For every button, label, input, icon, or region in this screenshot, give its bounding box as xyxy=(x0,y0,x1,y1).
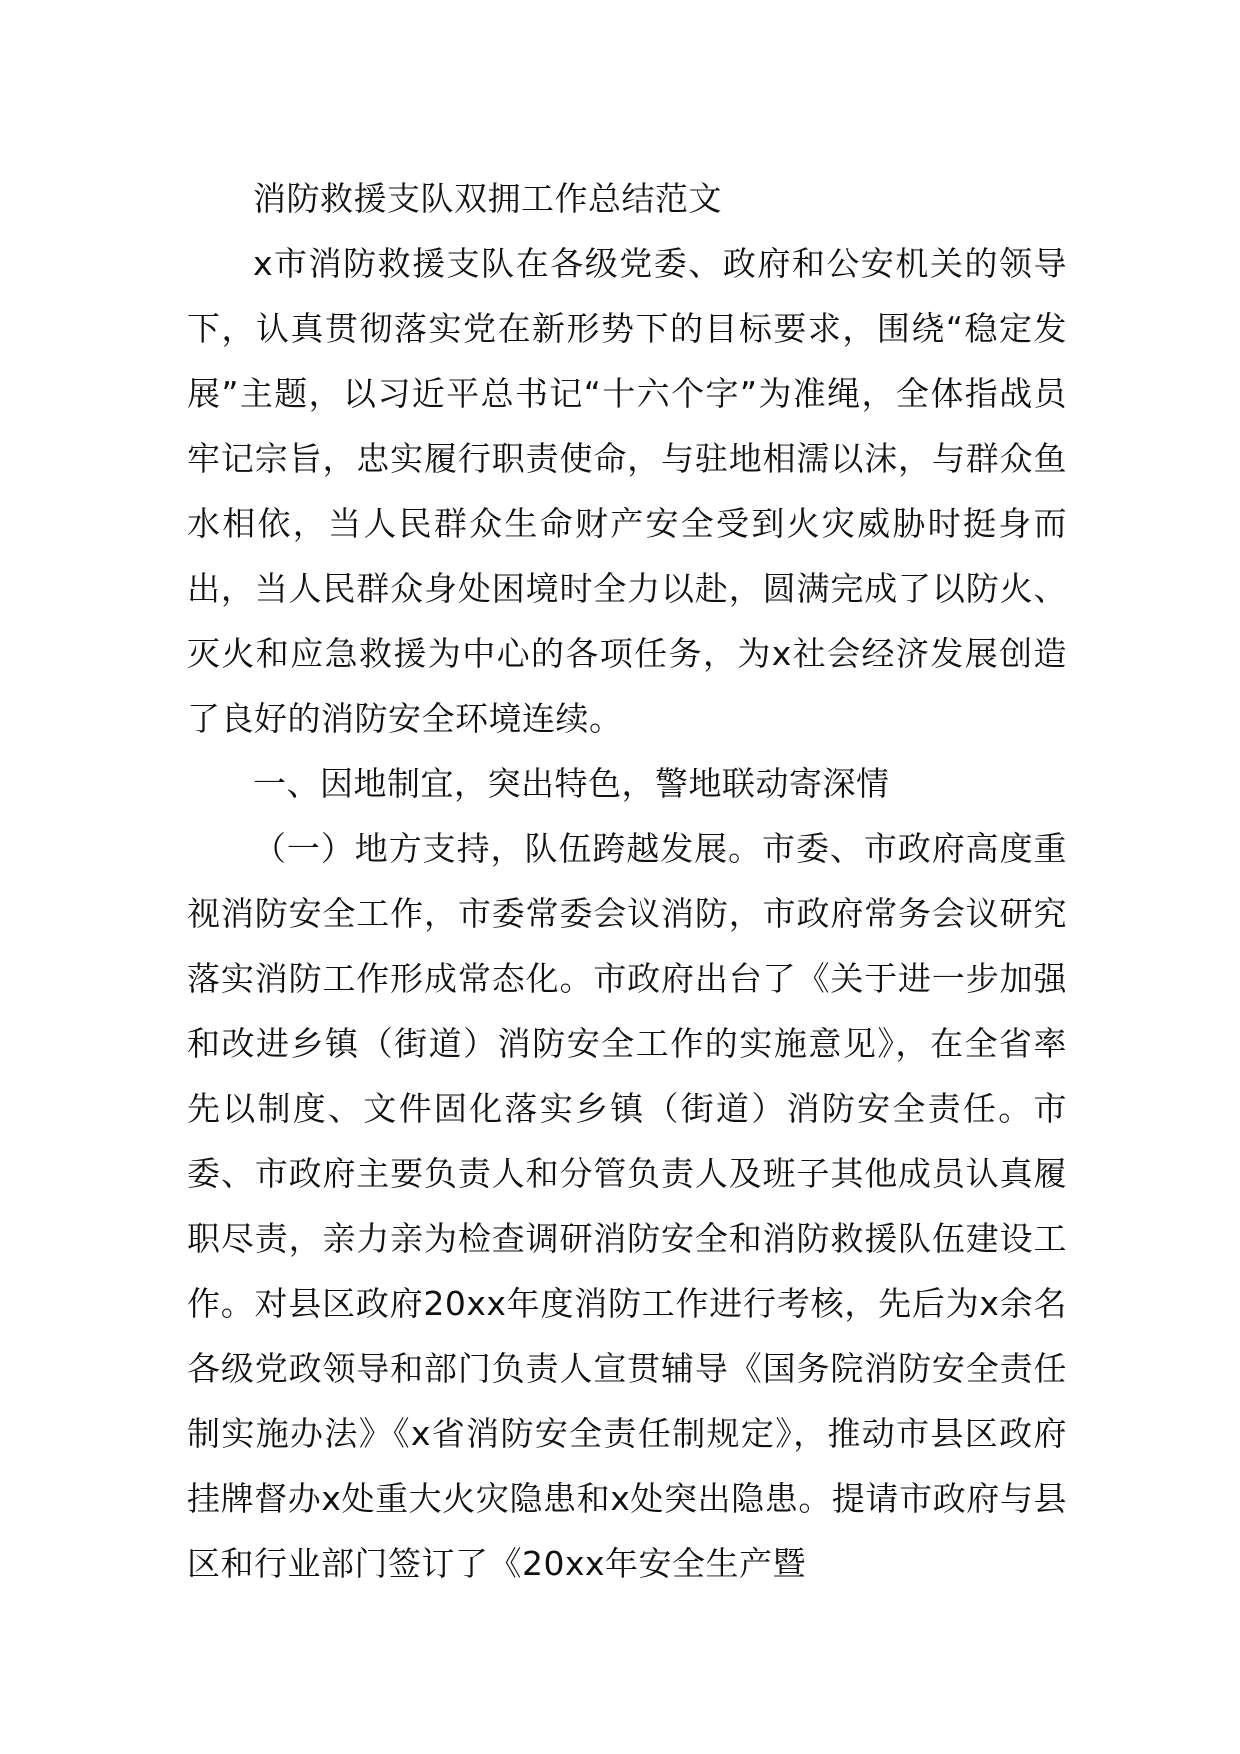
document-title: 消防救援支队双拥工作总结范文 xyxy=(253,179,722,218)
document-body xyxy=(187,166,1067,1596)
section-heading: 一、因地制宜，突出特色，警地联动寄深情 xyxy=(253,764,890,803)
intro-paragraph: x市消防救援支队在各级党委、政府和公安机关的领导下，认真贯彻落实党在新形势下的目标要求，围绕“稳定发展”主题，以习近平总书记“十六个字”为准绳，全体指战员牢记宗旨，忠实履行职责使命，与驻地相濡以沫，与群众鱼水相依，当人民群众生命财产安全受到火灾威胁时挺身而出，当人民群众身处困境时全力以赴，圆满完成了以防火、灭火和应急救援为中心的各项任务，为x社会经济发展创造了良好的消防安全环境连续。 xyxy=(187,244,1067,738)
body-paragraph: （一）地方支持，队伍跨越发展。市委、市政府高度重视消防安全工作，市委常委会议消防，市政府常务会议研究落实消防工作形成常态化。市政府出台了《关于进一步加强和改进乡镇（街道）消防安全工作的实施意见》，在全省率先以制度、文件固化落实乡镇（街道）消防安全责任。市委、市政府主要负责人和分管负责人及班子其他成员认真履职尽责，亲力亲为检查调研消防安全和消防救援队伍建设工作。对县区政府20xx年度消防工作进行考核，先后为x余名各级党政领导和部门负责人宣贯辅导《国务院消防安全责任制实施办法》《x省消防安全责任制规定》，推动市县区政府挂牌督办x处重大火灾隐患和x处突出隐患。提请市政府与县区和行业部门签订了《20xx年安全生产暨 xyxy=(187,829,1067,1583)
